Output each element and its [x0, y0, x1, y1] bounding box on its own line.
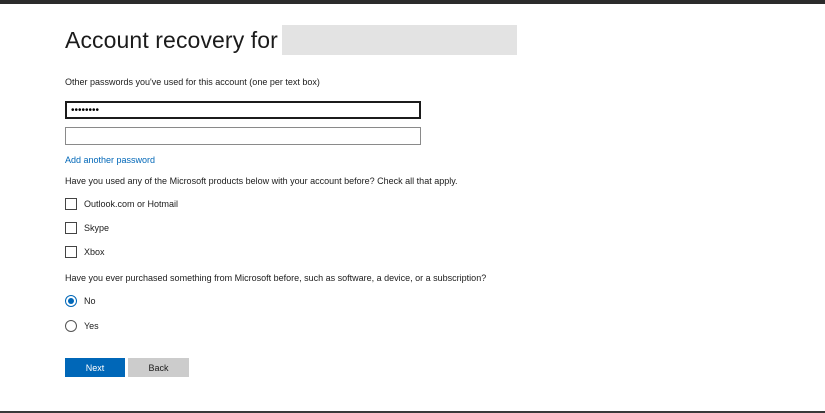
account-recovery-form: [65, 22, 765, 373]
password-field-1[interactable]: [65, 101, 421, 119]
xbox-label: Xbox: [84, 247, 105, 257]
next-button[interactable]: Next: [65, 358, 125, 377]
no-radio[interactable]: [65, 295, 77, 307]
skype-label: Skype: [84, 223, 110, 233]
products-question: Have you used any of the Microsoft products below with your account before? Check all that apply.: [65, 176, 458, 186]
xbox-checkbox[interactable]: [65, 246, 77, 258]
product-option-outlook[interactable]: [65, 197, 178, 211]
purchase-question: Have you ever purchased something from Microsoft before, such as software, a device, or a subscription?: [65, 273, 487, 283]
purchase-option-no[interactable]: [65, 294, 96, 308]
skype-checkbox[interactable]: [65, 222, 77, 234]
back-button[interactable]: Back: [128, 358, 189, 377]
yes-label: Yes: [84, 321, 99, 331]
yes-radio[interactable]: [65, 320, 77, 332]
password-field-2[interactable]: [65, 127, 421, 145]
redacted-account-name: [282, 25, 517, 55]
window-top-border: [0, 0, 825, 4]
product-option-skype[interactable]: [65, 221, 109, 235]
add-another-password-link[interactable]: Add another password: [65, 155, 156, 165]
passwords-label: Other passwords you've used for this account (one per text box): [65, 77, 320, 87]
no-label: No: [84, 296, 96, 306]
product-option-xbox[interactable]: [65, 245, 105, 259]
page-title: Account recovery for: [65, 26, 278, 53]
title-row: [65, 22, 765, 58]
purchase-option-yes[interactable]: [65, 319, 99, 333]
outlook-checkbox[interactable]: [65, 198, 77, 210]
outlook-label: Outlook.com or Hotmail: [84, 199, 179, 209]
